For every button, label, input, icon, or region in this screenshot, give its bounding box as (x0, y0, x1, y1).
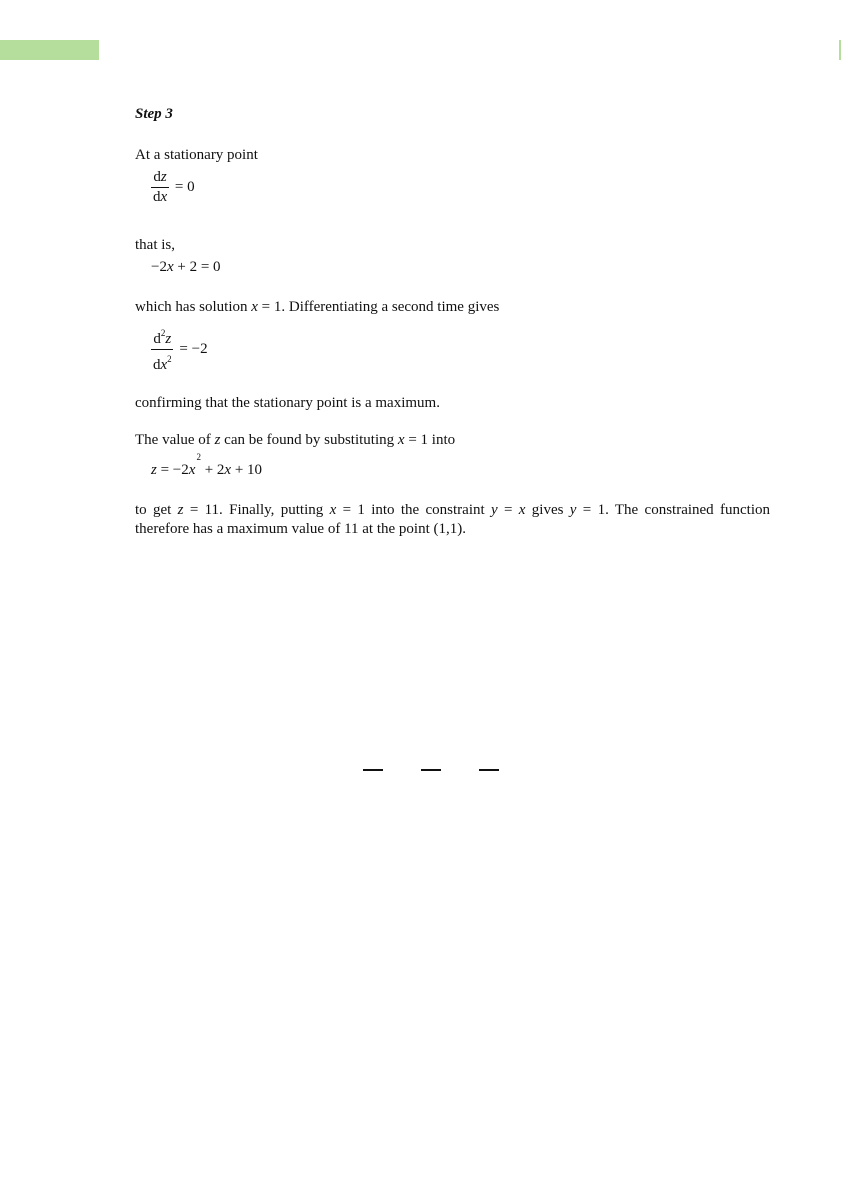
paragraph-stationary-point: At a stationary point (135, 147, 258, 163)
equation-z-function: $z = -2x^2 + 2x + 10$ (151, 452, 263, 478)
fraction-denominator: dx (153, 189, 168, 205)
fraction-numerator: $d^2z$ (151, 325, 173, 350)
paragraph-confirming-maximum: confirming that the stationary point is a maximum. (135, 395, 440, 411)
fraction-dz-dx (151, 169, 169, 206)
fraction-numerator: dz (151, 169, 168, 188)
equation-rhs: = −2 (179, 341, 208, 357)
equation-second-derivative (151, 325, 208, 374)
equation-derivative-zero: −2x + 2 = 0 (151, 259, 221, 275)
paragraph-conclusion: to get z = 11. Finally, putting x = 1 into the constraint y = x gives y = 1. The constrained function therefore has a maximum value of 11 at the point (1,1). (135, 502, 770, 537)
paragraph-value-of-z: The value of z can be found by substituting x = 1 into (135, 432, 456, 448)
paragraph-solution: which has solution x = 1. Differentiating a second time gives (135, 299, 500, 315)
equation-first-derivative (151, 169, 195, 206)
fraction-denominator: $dx^2$ (153, 354, 172, 373)
equation-rhs: = 0 (174, 179, 195, 195)
step-title: Step 3 (135, 106, 173, 122)
fraction-bar-artifacts (363, 769, 503, 771)
fraction-bar (363, 769, 383, 771)
fraction-d2z-dx2 (151, 325, 174, 374)
paragraph-that-is: that is, (135, 237, 175, 253)
fraction-bar (479, 769, 499, 771)
page-tab-marker (0, 40, 99, 60)
fraction-bar (421, 769, 441, 771)
